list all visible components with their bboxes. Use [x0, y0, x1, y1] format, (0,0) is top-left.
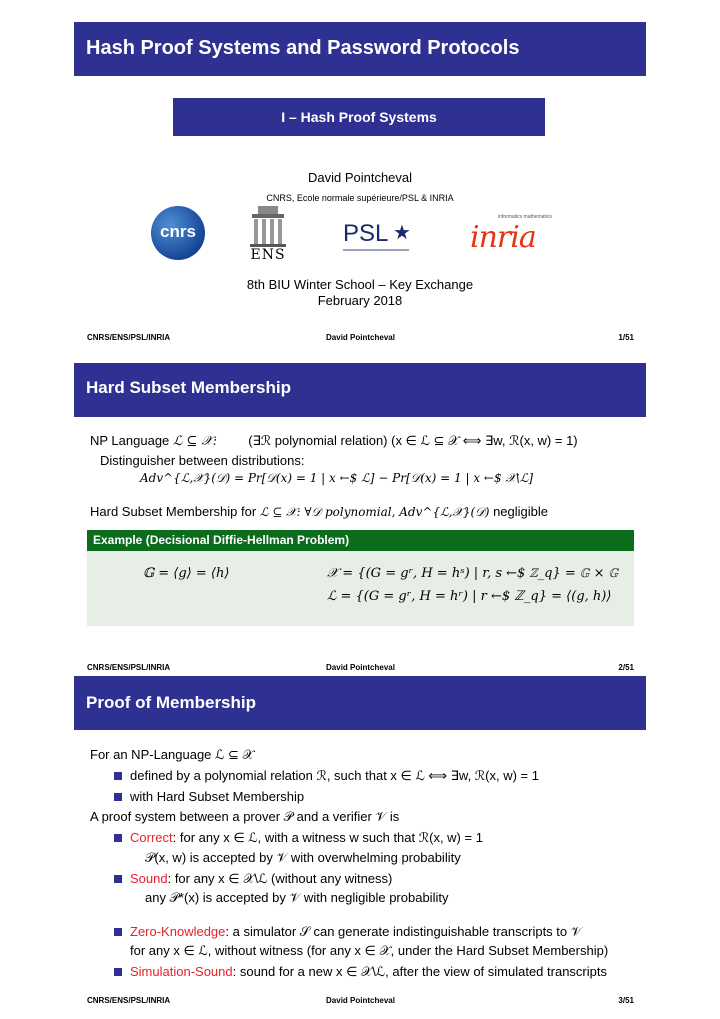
footer-page: 1/51	[618, 333, 634, 342]
bullet-icon	[114, 793, 122, 801]
bullet-sound	[114, 871, 392, 887]
footer-center: David Pointcheval	[326, 996, 395, 1005]
slide1-subtitle-banner	[173, 98, 545, 136]
slide3-intro: For an NP-Language ℒ ⊆ 𝒳	[90, 747, 254, 762]
inria-logo	[470, 214, 580, 264]
author: David Pointcheval	[307, 170, 413, 185]
cnrs-logo	[150, 205, 206, 261]
example-L-set: ℒ = {(G = gʳ, H = hʳ) | r ←$ ℤ_q} = ⟨(g, h)⟩	[327, 589, 612, 604]
example-block-body	[87, 551, 634, 626]
footer-center: David Pointcheval	[326, 333, 395, 342]
ss-term: Simulation-Sound	[130, 964, 233, 979]
bullet-zero-knowledge	[114, 924, 582, 940]
bullet-icon	[114, 772, 122, 780]
np-relation: (∃ℛ polynomial relation) (x ∈ ℒ ⊆ 𝒳 ⟺ ∃w, ℛ(x, w) = 1)	[248, 433, 578, 448]
inria-logo-text: inria	[470, 220, 536, 255]
zk-term: Zero-Knowledge	[130, 924, 226, 939]
bullet-icon	[114, 968, 122, 976]
footer-page: 3/51	[618, 996, 634, 1005]
adv-formula: Adv^{ℒ,𝒳}(𝒟) = Pr[𝒟(x) = 1 | x ←$ ℒ] − Pr[𝒟(x) = 1 | x ←$ 𝒳\ℒ]	[140, 471, 534, 485]
slide2-title-banner	[74, 363, 646, 417]
np-set: ℒ ⊆ 𝒳:	[172, 434, 217, 449]
ens-logo	[244, 204, 292, 268]
example-block-header	[87, 530, 634, 551]
inria-logo-tag: informatics mathematics	[498, 214, 552, 220]
bullet-icon	[114, 928, 122, 936]
ens-logo-text: ENS	[250, 247, 286, 263]
slide1-title-banner	[74, 22, 646, 76]
bullet-relation	[114, 768, 539, 784]
hard-subset-definition	[90, 504, 548, 520]
correct-term: Correct	[130, 830, 173, 845]
footer-left: CNRS/ENS/PSL/INRIA	[87, 663, 171, 672]
footer-left: CNRS/ENS/PSL/INRIA	[87, 333, 171, 342]
np-language-line	[90, 433, 578, 449]
distinguisher-text: Distinguisher between distributions:	[100, 453, 305, 468]
footer-page: 2/51	[618, 663, 634, 672]
bullet-hard-subset-text: with Hard Subset Membership	[130, 789, 305, 804]
correct-line2: 𝒫(x, w) is accepted by 𝒱 with overwhelming probability	[145, 850, 461, 865]
footer-center: David Pointcheval	[326, 663, 395, 672]
bullet-relation-text: defined by a polynomial relation ℛ, such that x ∈ ℒ ⟺ ∃w, ℛ(x, w) = 1	[130, 768, 539, 783]
event: 8th BIU Winter School – Key Exchange	[246, 277, 474, 292]
date: February 2018	[317, 293, 403, 308]
example-X-set: 𝒳 = {(G = gʳ, H = hˢ) | r, s ←$ ℤ_q} = 𝔾 × 𝔾	[327, 566, 619, 581]
bullet-icon	[114, 875, 122, 883]
np-label: NP Language	[90, 433, 170, 448]
psl-logo	[343, 220, 415, 260]
hard-def-mid: ℒ ⊆ 𝒳: ∀𝒟 polynomial, Adv^{ℒ,𝒳}(𝒟)	[259, 505, 490, 519]
cnrs-logo-text: cnrs	[160, 222, 196, 241]
sound-rest: : for any x ∈ 𝒳\ℒ (without any witness)	[167, 871, 393, 886]
slide3-title-banner	[74, 676, 646, 730]
bullet-icon	[114, 834, 122, 842]
slide1-subtitle: I – Hash Proof Systems	[281, 109, 437, 125]
psl-star-icon: ★	[393, 222, 411, 244]
proof-system-text: A proof system between a prover 𝒫 and a verifier 𝒱 is	[90, 809, 400, 824]
footer-left: CNRS/ENS/PSL/INRIA	[87, 996, 171, 1005]
psl-logo-text: PSL	[343, 220, 389, 247]
sound-line2: any 𝒫*(x) is accepted by 𝒱 with negligible probability	[145, 890, 449, 905]
affiliation: CNRS, Ecole normale supérieure/PSL & INRIA	[266, 193, 454, 203]
bullet-simulation-sound	[114, 964, 607, 980]
zk-line2: for any x ∈ ℒ, without witness (for any x ∈ 𝒳, under the Hard Subset Membership)	[130, 943, 609, 958]
example-title: Example (Decisional Diffie-Hellman Problem)	[93, 533, 350, 547]
slide3-title: Proof of Membership	[86, 693, 257, 712]
slide2-title: Hard Subset Membership	[86, 378, 291, 397]
example-group: 𝔾 = ⟨g⟩ = ⟨h⟩	[143, 566, 230, 581]
hard-def-post: negligible	[493, 504, 548, 519]
bullet-correct	[114, 830, 483, 846]
correct-rest: : for any x ∈ ℒ, with a witness w such that ℛ(x, w) = 1	[172, 830, 483, 845]
slide1-title: Hash Proof Systems and Password Protocols	[86, 37, 520, 59]
zk-rest: : a simulator 𝒮 can generate indistinguishable transcripts to 𝒱	[225, 924, 582, 939]
hard-def-pre: Hard Subset Membership for	[90, 504, 257, 519]
sound-term: Sound	[130, 871, 168, 886]
ss-rest: : sound for a new x ∈ 𝒳\ℒ, after the view of simulated transcripts	[232, 964, 607, 979]
bullet-hard-subset	[114, 789, 304, 804]
